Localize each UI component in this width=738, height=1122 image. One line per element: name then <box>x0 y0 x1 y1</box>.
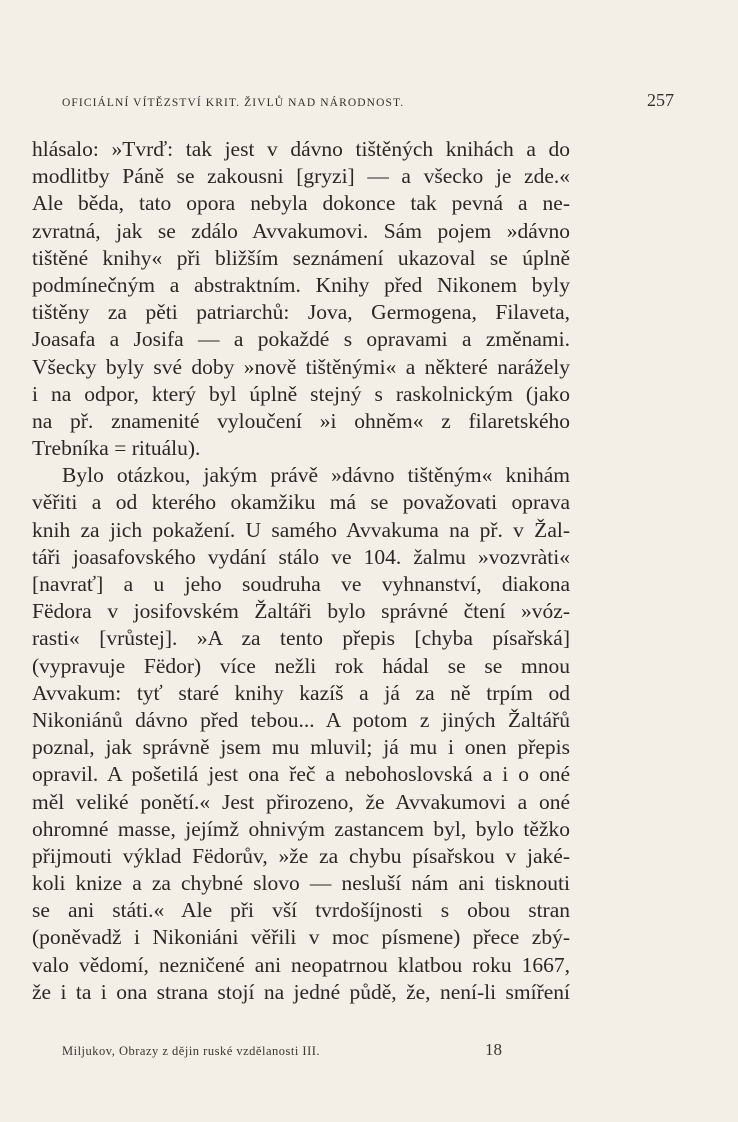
text-line: Nikoniánů dávno před tebou... A potom z jiných Žaltářů <box>32 707 570 732</box>
text-line: (poněvadž i Nikoniáni věřili v moc písmene) přece zbý- <box>32 925 570 950</box>
signature-number: 18 <box>485 1040 502 1059</box>
text-line: na př. znamenité vyloučení »i ohněm« z filaretského <box>32 408 570 433</box>
text-line: i na odpor, který byl úplně stejný s raskolnickým (jako <box>32 381 570 406</box>
text-line: koli knize a za chybné slovo — nesluší nám ani tisknouti <box>32 871 570 896</box>
text-line: táři joasafovského vydání stálo ve 104. žalmu »vozvràti« <box>32 544 570 569</box>
text-line: Ale běda, tato opora nebyla dokonce tak pevná a ne- <box>32 191 570 216</box>
text-line: se ani státi.« Ale při vší tvrdošíjnosti s obou stran <box>32 898 570 923</box>
text-line: Všecky byly své doby »nově tištěnými« a některé narážely <box>32 354 570 379</box>
text-line: Bylo otázkou, jakým právě »dávno tištěným« knihám <box>62 463 570 488</box>
text-line: ohromné masse, jejímž ohnivým zastancem byl, bylo těžko <box>32 816 570 841</box>
running-title: OFICIÁLNÍ VÍTĚZSTVÍ KRIT. ŽIVLŮ NAD NÁRODNOST. <box>62 97 405 109</box>
text-line: Trebníka = rituálu). <box>32 436 201 461</box>
text-line: Joasafa a Josifa — a pokaždé s opravami a změnami. <box>32 327 570 352</box>
text-line: [navrať] a u jeho soudruha ve vyhnanství, diakona <box>32 572 570 596</box>
text-line: že i ta i ona strana stojí na jedné půdě, že, není-li smíření <box>32 979 570 1004</box>
text-line: Fëdora v josifovském Žaltáři bylo správné čtení »vóz- <box>32 599 570 624</box>
text-line: modlitby Páně se zakousni [gryzi] — a všecko je zde.« <box>32 164 570 189</box>
text-line: (vypravuje Fëdor) více nežli rok hádal se se mnou <box>32 653 570 678</box>
text-line: opravil. A pošetilá jest ona řeč a nebohoslovská a i o oné <box>32 762 570 787</box>
signature-text: Miljukov, Obrazy z dějin ruské vzdělanosti III. <box>62 1044 321 1058</box>
text-line: věřiti a od kterého okamžiku má se považovati oprava <box>32 490 570 515</box>
text-line: knih za jich pokažení. U samého Avvakuma na př. v Žal- <box>32 517 570 542</box>
page-number: 257 <box>647 90 674 110</box>
signature-footer <box>62 1040 502 1060</box>
text-line: rasti« [vrůstej]. »A za tento přepis [chyba písařská] <box>32 626 570 651</box>
text-line: Avvakum: tyť staré knihy kazíš a já za ně trpím od <box>32 680 570 705</box>
text-line: zvratná, jak se zdálo Avvakumovi. Sám pojem »dávno <box>32 218 570 243</box>
running-header <box>62 90 674 111</box>
text-line: poznal, jak správně jsem mu mluvil; já mu i onen přepis <box>32 735 570 760</box>
text-line: valo vědomí, nezničené ani neopatrnou klatbou roku 1667, <box>32 952 570 977</box>
text-line: tištěné knihy« při bližším seznámení ukazoval se úplně <box>32 245 570 270</box>
text-line: měl veliké ponětí.« Jest přirozeno, že Avvakumovi a oné <box>32 789 570 814</box>
text-line: tištěny za pěti patriarchů: Jova, Germogena, Filaveta, <box>32 300 570 325</box>
text-line: podmínečným a abstraktním. Knihy před Nikonem byly <box>32 272 570 297</box>
text-line: přijmouti výklad Fëdorův, »že za chybu písařskou v jaké- <box>32 843 570 868</box>
body-text <box>32 136 570 1006</box>
text-line: hlásalo: »Tvrď: tak jest v dávno tištěných knihách a do <box>32 137 570 161</box>
